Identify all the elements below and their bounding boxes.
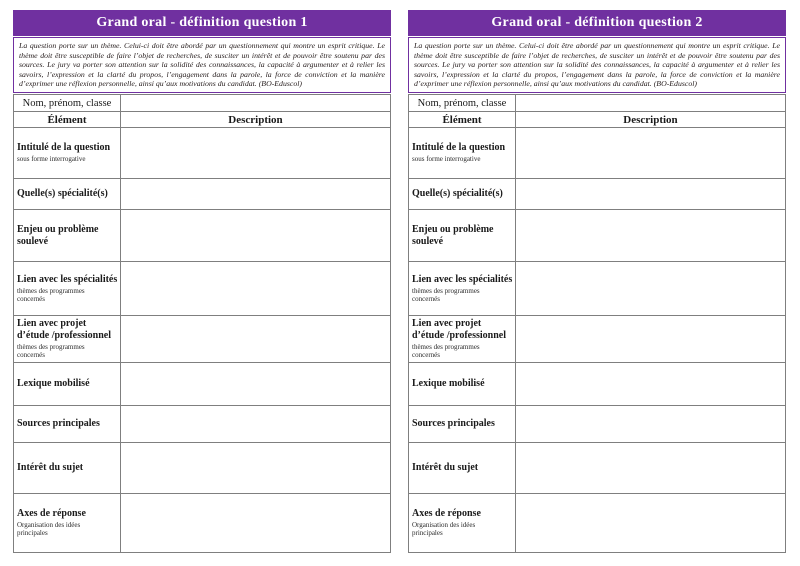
table-row <box>14 262 391 316</box>
column-header-description: Description <box>516 112 786 128</box>
description-cell[interactable] <box>516 128 786 179</box>
table-row <box>409 262 786 316</box>
table-row <box>14 363 391 406</box>
description-cell[interactable] <box>121 316 391 363</box>
row-label: Intérêt du sujet <box>17 462 84 474</box>
column-header-element: Élément <box>14 112 121 128</box>
row-label: Quelle(s) spécialité(s) <box>412 188 503 200</box>
row-label-cell <box>14 262 121 316</box>
name-label-cell: Nom, prénom, classe <box>409 95 516 112</box>
row-label-cell <box>14 179 121 210</box>
row-label-cell <box>14 128 121 179</box>
row-label-cell <box>14 316 121 363</box>
row-label-cell <box>409 262 516 316</box>
table-row <box>409 406 786 443</box>
row-label: Intitulé de la question <box>17 142 111 154</box>
row-sublabel: sous forme interrogative <box>412 155 481 164</box>
description-cell[interactable] <box>516 179 786 210</box>
row-label: Axes de réponse <box>412 508 481 520</box>
panel-title: Grand oral - définition question 1 <box>13 10 391 36</box>
row-sublabel: Organisation des idées principales <box>17 521 81 538</box>
table-header-row <box>14 112 391 128</box>
panel-title: Grand oral - définition question 2 <box>408 10 786 36</box>
table-row <box>14 494 391 553</box>
name-input-cell[interactable] <box>516 95 786 112</box>
row-label: Quelle(s) spécialité(s) <box>17 188 108 200</box>
worksheet-panel-question-1 <box>13 10 391 553</box>
row-label-cell <box>14 363 121 406</box>
row-label-cell <box>409 443 516 494</box>
row-label: Lien avec projet d’étude /professionnel <box>412 318 506 342</box>
name-input-cell[interactable] <box>121 95 391 112</box>
description-cell[interactable] <box>121 443 391 494</box>
table-row <box>14 128 391 179</box>
row-label-cell <box>14 443 121 494</box>
row-label-cell <box>14 494 121 553</box>
table-row <box>409 210 786 262</box>
definition-table <box>408 94 786 553</box>
row-label-cell <box>409 363 516 406</box>
table-row <box>409 443 786 494</box>
description-cell[interactable] <box>516 443 786 494</box>
row-label-cell <box>14 406 121 443</box>
table-row <box>14 316 391 363</box>
table-row <box>14 179 391 210</box>
description-cell[interactable] <box>516 210 786 262</box>
worksheet-panel-question-2 <box>408 10 786 553</box>
row-label: Intérêt du sujet <box>412 462 479 474</box>
row-sublabel: sous forme interrogative <box>17 155 86 164</box>
description-cell[interactable] <box>516 316 786 363</box>
row-label-cell <box>409 494 516 553</box>
definition-table <box>13 94 391 553</box>
table-row <box>409 128 786 179</box>
row-label-cell <box>409 128 516 179</box>
intro-text: La question porte sur un thème. Celui-ci doit être abordé par un questionnement qui montre un esprit critique. Le thème doit être susceptible de faire l’objet de recherches, de susciter un intérêt et de pouvoir être soutenu par des sources. Le jury va porter son attention sur la solidité des connaissances, la capacité à argumenter et à relier les savoirs, l’expression et la clarté du propos, l’engagement dans la parole, la force de conviction et la manière d’exprimer une réflexion personnelle, ainsi qu’aux motivations du candidat. (BO-Eduscol) <box>408 37 786 93</box>
description-cell[interactable] <box>516 363 786 406</box>
row-sublabel: Organisation des idées principales <box>412 521 476 538</box>
table-row <box>409 316 786 363</box>
intro-text: La question porte sur un thème. Celui-ci doit être abordé par un questionnement qui montre un esprit critique. Le thème doit être susceptible de faire l’objet de recherches, de susciter un intérêt et de pouvoir être soutenu par des sources. Le jury va porter son attention sur la solidité des connaissances, la capacité à argumenter et à relier les savoirs, l’expression et la clarté du propos, l’engagement dans la parole, la force de conviction et la manière d’exprimer une réflexion personnelle, ainsi qu’aux motivations du candidat. (BO-Eduscol) <box>13 37 391 93</box>
table-row <box>14 210 391 262</box>
row-label: Lexique mobilisé <box>412 378 485 390</box>
row-label: Lien avec les spécialités <box>412 273 513 285</box>
description-cell[interactable] <box>516 406 786 443</box>
row-label: Enjeu ou problème soulevé <box>17 223 99 247</box>
description-cell[interactable] <box>121 406 391 443</box>
row-label: Sources principales <box>17 418 100 430</box>
row-label: Sources principales <box>412 418 495 430</box>
row-label: Lexique mobilisé <box>17 378 90 390</box>
row-sublabel: thèmes des programmes concernés <box>17 342 85 360</box>
table-row <box>409 363 786 406</box>
row-label-cell <box>409 316 516 363</box>
description-cell[interactable] <box>121 363 391 406</box>
table-row <box>14 406 391 443</box>
row-label: Axes de réponse <box>17 508 86 520</box>
table-row <box>14 95 391 112</box>
row-label-cell <box>409 210 516 262</box>
description-cell[interactable] <box>121 128 391 179</box>
table-row <box>409 95 786 112</box>
description-cell[interactable] <box>121 210 391 262</box>
description-cell[interactable] <box>516 262 786 316</box>
row-label: Intitulé de la question <box>412 142 506 154</box>
table-row <box>14 443 391 494</box>
table-header-row <box>409 112 786 128</box>
name-label-cell: Nom, prénom, classe <box>14 95 121 112</box>
column-header-description: Description <box>121 112 391 128</box>
description-cell[interactable] <box>121 494 391 553</box>
row-label-cell <box>14 210 121 262</box>
row-label: Lien avec projet d’étude /professionnel <box>17 318 111 342</box>
row-sublabel: thèmes des programmes concernés <box>412 286 480 303</box>
table-row <box>409 179 786 210</box>
description-cell[interactable] <box>121 179 391 210</box>
row-label: Enjeu ou problème soulevé <box>412 223 494 247</box>
row-label-cell <box>409 406 516 443</box>
description-cell[interactable] <box>516 494 786 553</box>
row-label-cell <box>409 179 516 210</box>
row-label: Lien avec les spécialités <box>17 273 118 285</box>
table-row <box>409 494 786 553</box>
row-sublabel: thèmes des programmes concernés <box>412 342 480 360</box>
column-header-element: Élément <box>409 112 516 128</box>
description-cell[interactable] <box>121 262 391 316</box>
row-sublabel: thèmes des programmes concernés <box>17 286 85 303</box>
